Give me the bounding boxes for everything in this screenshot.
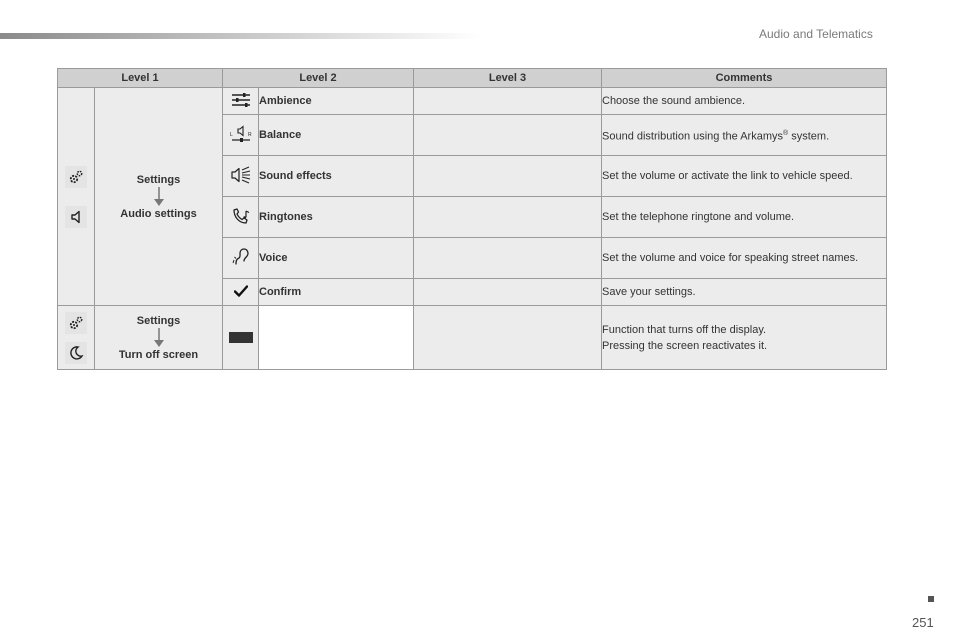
level2-label: Ambience bbox=[259, 88, 414, 115]
sliders-icon bbox=[231, 92, 251, 108]
path-audio-settings-label: Audio settings bbox=[120, 207, 197, 220]
level2-empty-cell bbox=[259, 306, 414, 370]
registered-mark: ® bbox=[783, 129, 789, 137]
level1-path-cell bbox=[95, 306, 223, 370]
header-comments: Comments bbox=[602, 69, 887, 88]
header-gradient-bar bbox=[0, 33, 480, 39]
moon-icon bbox=[65, 342, 87, 364]
screen-off-icon bbox=[229, 332, 253, 343]
level2-label: Ringtones bbox=[259, 197, 414, 238]
level3-cell bbox=[414, 197, 602, 238]
comment-cell: Save your settings. bbox=[602, 279, 887, 306]
level3-cell bbox=[414, 238, 602, 279]
path-settings-label: Settings bbox=[136, 173, 181, 186]
level2-label: Sound effects bbox=[259, 156, 414, 197]
screen-off-icon-cell bbox=[223, 306, 259, 370]
path-turn-off-screen-label: Turn off screen bbox=[118, 348, 199, 361]
page-marker bbox=[928, 596, 934, 602]
level3-cell bbox=[414, 156, 602, 197]
ambience-icon-cell bbox=[223, 88, 259, 115]
comment-line-1: Function that turns off the display. bbox=[602, 323, 767, 336]
level2-label: Voice bbox=[259, 238, 414, 279]
path-settings-label: Settings bbox=[136, 314, 181, 327]
ringtone-icon-cell bbox=[223, 197, 259, 238]
checkmark-icon bbox=[234, 285, 248, 297]
settings-icon bbox=[65, 312, 87, 334]
comment-cell: Choose the sound ambience. bbox=[602, 88, 887, 115]
level3-cell bbox=[414, 115, 602, 156]
balance-icon-cell bbox=[223, 115, 259, 156]
page-number: 251 bbox=[912, 615, 934, 630]
ringtone-icon bbox=[231, 206, 251, 226]
header-level-3: Level 3 bbox=[414, 69, 602, 88]
level2-label: Balance bbox=[259, 115, 414, 156]
level1-icons-cell bbox=[58, 88, 95, 306]
comment-cell bbox=[602, 115, 887, 156]
comment-cell: Set the volume and voice for speaking street names. bbox=[602, 238, 887, 279]
level3-cell bbox=[414, 306, 602, 370]
comment-line-2: Pressing the screen reactivates it. bbox=[602, 339, 768, 352]
sound-effects-icon-cell bbox=[223, 156, 259, 197]
header-level-1: Level 1 bbox=[58, 69, 223, 88]
sound-effects-icon bbox=[230, 166, 252, 184]
balance-icon bbox=[229, 125, 253, 143]
speaker-icon bbox=[65, 206, 87, 228]
arrow-down-icon bbox=[152, 328, 166, 348]
settings-icon bbox=[65, 166, 87, 188]
level1-icons-cell bbox=[58, 306, 95, 370]
comment-cell: Set the volume or activate the link to vehicle speed. bbox=[602, 156, 887, 197]
table-header-row bbox=[58, 69, 887, 88]
svg-text:L: L bbox=[229, 131, 233, 138]
level1-path-cell bbox=[95, 88, 223, 306]
comment-cell bbox=[602, 306, 887, 370]
section-title: Audio and Telematics bbox=[759, 27, 873, 41]
svg-text:R: R bbox=[247, 131, 252, 138]
level3-cell bbox=[414, 279, 602, 306]
confirm-icon-cell bbox=[223, 279, 259, 306]
comment-cell: Set the telephone ringtone and volume. bbox=[602, 197, 887, 238]
arrow-down-icon bbox=[152, 187, 166, 207]
voice-icon bbox=[232, 248, 250, 266]
comment-text-end: system. bbox=[788, 130, 830, 143]
level2-label: Confirm bbox=[259, 279, 414, 306]
table-row bbox=[58, 88, 887, 115]
level3-cell bbox=[414, 88, 602, 115]
settings-menu-table bbox=[57, 68, 887, 370]
header-level-2: Level 2 bbox=[223, 69, 414, 88]
comment-text: Sound distribution using the Arkamys bbox=[602, 130, 783, 143]
table-row bbox=[58, 306, 887, 370]
voice-icon-cell bbox=[223, 238, 259, 279]
